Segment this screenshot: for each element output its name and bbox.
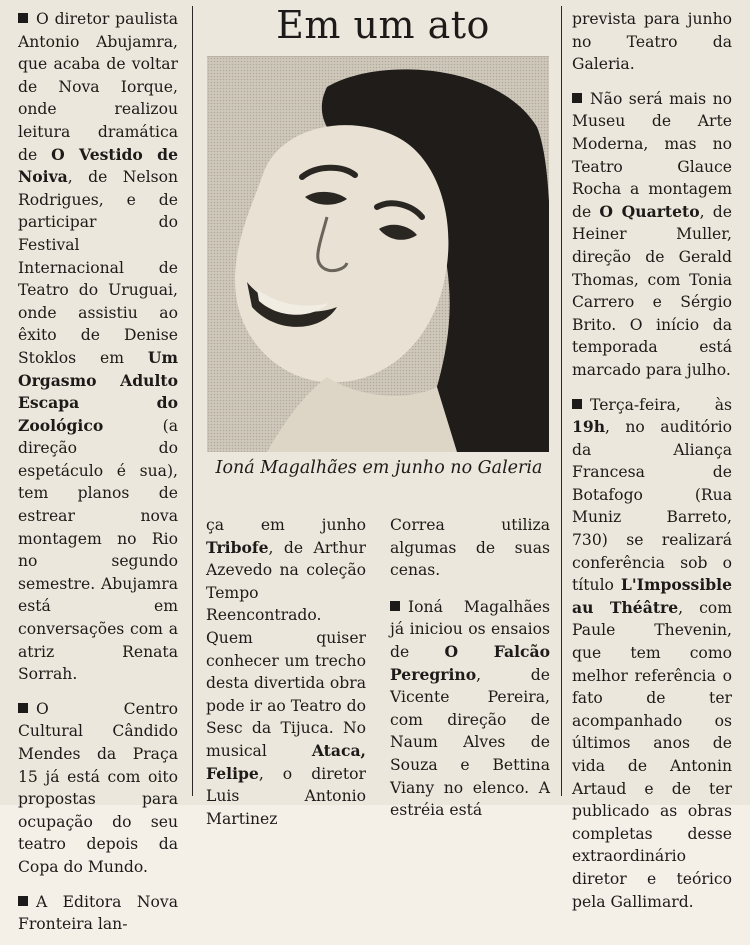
- column-4: [572, 8, 732, 922]
- article-centro-cultural: [18, 698, 178, 879]
- column-divider: [192, 6, 193, 796]
- article-correa-text: Correa utiliza algumas de suas cenas.: [390, 516, 550, 580]
- column-2: [206, 514, 366, 839]
- square-bullet-icon: [572, 399, 582, 409]
- column-divider: [561, 6, 562, 796]
- bold-title: Ataca, Felipe: [206, 740, 366, 783]
- article-abujamra-text: O diretor paulista Antonio Abujamra, que acaba de voltar de Nova Iorque, onde realizou leitura dramática de O Vestido de Noiva, de Nelson Rodrigues, e de participar do Festival Internacional de Teatro do Uruguai, onde assistiu ao êxito de Denise Stoklos em Um Orgasmo Adulto Escapa do Zoológico (a direção do espetáculo é sua), tem planos de estrear nova montagem no Rio no segundo semestre. Abujamra está em conversações com a atriz Renata Sorrah.: [18, 10, 178, 684]
- portrait-image: [207, 57, 549, 452]
- portrait-photo: [207, 56, 549, 452]
- bold-title: L'Impossible au Théâtre: [572, 575, 732, 617]
- square-bullet-icon: [18, 896, 28, 906]
- article-iona: [390, 596, 550, 822]
- article-quarteto-text: Não será mais no Museu de Arte Moderna, mas no Teatro Glauce Rocha a montagem de O Quarteto, de Heiner Muller, direção de Gerald Thomas, com Tonia Carrero e Sérgio Brito. O início da temporada está marcado para julho.: [572, 89, 733, 379]
- square-bullet-icon: [18, 703, 28, 713]
- bold-title: O Falcão Peregrino: [390, 641, 550, 684]
- bold-title: 19h: [572, 417, 606, 437]
- article-tribofe-text: ça em junho Tribofe, de Arthur Azevedo na coleção Tempo Reencontrado. Quem quiser conhecer um trecho desta divertida obra pode ir ao Teatro do Sesc da Tijuca. No musical Ataca, Felipe, o diretor Luis Antonio Martinez: [206, 516, 366, 828]
- article-abujamra: [18, 8, 178, 686]
- article-nova-fronteira-text: A Editora Nova Fronteira lan-: [18, 892, 178, 934]
- column-1: [18, 8, 178, 945]
- article-quarteto: [572, 88, 732, 382]
- bold-title: Tribofe: [206, 537, 269, 557]
- article-nova-fronteira: [18, 891, 178, 936]
- bold-title: O Vestido de Noiva: [18, 144, 178, 187]
- article-galeria-text: prevista para junho no Teatro da Galeria.: [572, 10, 732, 74]
- article-iona-text: Ioná Magalhães já iniciou os ensaios de O Falcão Peregrino, de Vicente Pereira, com direção de Naum Alves de Souza e Bettina Viany no elenco. A estréia está: [390, 597, 550, 820]
- photo-caption: Ioná Magalhães em junho no Galeria: [215, 458, 543, 478]
- square-bullet-icon: [18, 13, 28, 23]
- article-artaud: [572, 394, 732, 914]
- headline: Em um ato: [276, 3, 490, 47]
- column-3: [390, 514, 550, 831]
- square-bullet-icon: [572, 93, 582, 103]
- square-bullet-icon: [390, 601, 400, 611]
- article-artaud-text: Terça-feira, às 19h, no auditório da Aliança Francesa de Botafogo (Rua Muniz Barreto, 730) se realizará conferência sob o título L'Impossible au Théâtre, com Paule Thevenin, que tem como melhor referência o fato de ter acompanhado os últimos anos de vida de Antonin Artaud e de ter publicado as obras completas desse extraordinário diretor e teórico pela Gallimard.: [572, 395, 732, 911]
- bold-title: Um Orgasmo Adulto Escapa do Zoológico: [18, 347, 178, 435]
- article-centro-cultural-text: O Centro Cultural Cândido Mendes da Praça 15 já está com oito propostas para ocupação do seu teatro depois da Copa do Mundo.: [18, 699, 178, 876]
- bold-title: O Quarteto: [599, 201, 700, 221]
